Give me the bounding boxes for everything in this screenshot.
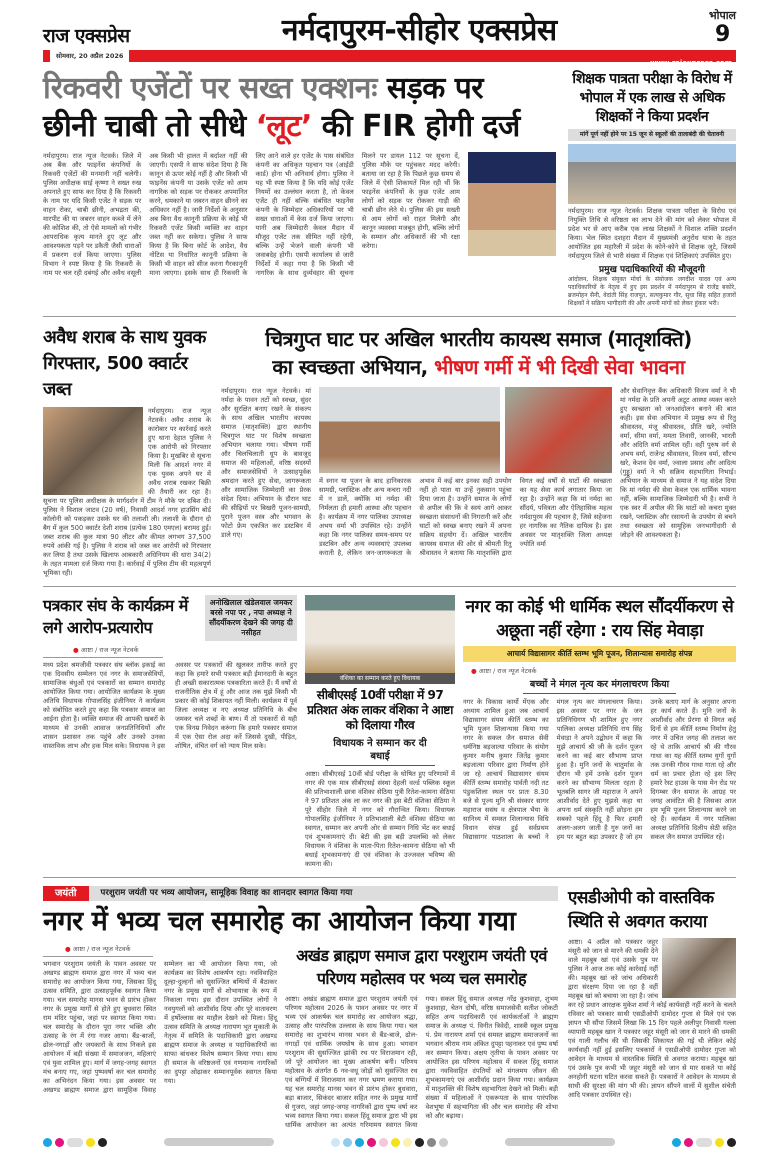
- divider: [43, 877, 736, 878]
- ghat-group-photo: [319, 387, 500, 473]
- issue-date: सोमवार, 20 अप्रैल 2026: [56, 52, 124, 61]
- journalist-body: मध्य प्रदेश श्रमजीवी पत्रकार संघ ब्लॉक इकाई का एक दिवसीय सम्मेलन एवं नगर के समाजसेवियों, सामाजिक बंधुओं एवं पत्रकारों का सम्मान समारोह आयोजित किया गया। आयोजित कार्यक्रम के मुख्य अतिथि विधायक गोपालसिंह इंजीनियर ने कार्यक्रम को संबोधित करते हुए कहा कि पत्रकार समाज का आईना होता है। व्यक्ति समाज की आपकी खबरों के माध्यम से उनकी आवाज जनप्रतिनिधियों और शासन प्रशासन तक पहुंचे और उनको उनका वास्तविक लाभ और हक मिल सके। विधायक ने इस अवसर पर पत्रकारों की खुलकर तारीफ करते हुए कहा कि हमारे सभी पत्रकार बड़ी ईमानदारी के बहुत ही अच्छी सकारात्मक पत्रकारिता करते हैं। मैं वर्षों से राजनीतिक क्षेत्र में हूं और आज तक मुझे किसी भी प्रकार की कोई शिकायत नहीं मिली। कार्यक्रम में पूर्व जिला अध्यक्ष व नए अध्यक्ष प्रतिनिधि के बीच जमकर चले शब्दों के बाण। मैं तो पत्रकारों से यही एक विनम्र निवेदन करूंगा कि हमारे पत्रकार समाज में एक ऐसा रोल अदा करें जिससे दुखी, पीड़ित, शोषित, वंचित वर्ग को न्याय मिल सके।: [43, 660, 297, 750]
- mewada-byline: ● आष्टा / राज न्यूज नेटवर्क: [471, 666, 537, 675]
- journalist-boxed-strap: अनोखिलाल खंडेलवाल जमकर बरसे नपा पर , नपा अध्यक्ष ने सौंदर्यीकरण देखने की जगह दी नसीहत: [205, 595, 297, 641]
- journalist-union-story: [43, 595, 297, 751]
- liquor-seizure-photo: [43, 407, 143, 495]
- teacher-strap: मांगें पूर्ण नहीं होने पर 15 जून से स्कूलों की तालाबंदी की चेतावनी: [568, 129, 736, 141]
- liquor-body: नर्मदापुरम। राज न्यूज नेटवर्क। अवैध शराब के कारोबार पर कार्रवाई करते हुए थाना देहात पुलिस ने एक आरोपी को गिरफ्तार किया है। मुखबिर से सूचना मिली कि आदर्श नगर में एक युवक अपने घर में अवैध शराब रखकर बिक्री की तैयारी कर रहा है। सूचना पर पुलिस अधीक्षक के मार्गदर्शन में टीम ने मौके पर दबिश दी। पुलिस ने विशाल जाटव (20 वर्ष), निवासी आदर्श नगर हाउसिंग बोर्ड कॉलोनी को पकड़कर उसके घर की तलाशी ली। तलाशी के दौरान दो बैग में कुल 500 क्वार्टर देशी शराब (प्रत्येक 180 एमएल) बरामद हुई। जब्त शराब की कुल मात्रा 90 लीटर और कीमत लगभग 37,500 रुपये आंकी गई है। पुलिस ने शराब को जब्त कर आरोपी को गिरफ्तार कर लिया है तथा उसके खिलाफ आबकारी अधिनियम की धारा 34(2) के तहत मामला दर्ज किया गया है। कार्रवाई में पुलिस टीम की महत्वपूर्ण भूमिका रही।: [43, 406, 211, 577]
- kayastha-headline: चित्रगुप्त घाट पर अखिल भारतीय कायस्थ समाज (मातृशक्ति) का स्वच्छता अभियान, भीषण गर्मी में भी दिखी सेवा भावना: [265, 326, 692, 379]
- jayanti-body: भगवान परशुराम जयंती के पावन अवसर पर अखण्ड ब्राह्मण समाज द्वारा नगर में भव्य चल समारोह का आयोजन किया गया, जिसका हिंदू उत्सव समिति, द्वारा उत्साहपूर्वक स्वागत किया गया। चल समारोह मानस भवन से प्रारंभ होकर नगर के प्रमुख मार्गों से होते हुए बुधवारा स्थित राम मंदिर पहुंचा, जहां पर स्वागत किया गया। चल समारोह के दौरान पूरा नगर भक्ति और उत्साह के रंग में रंगा नजर आया। बैंड-बाजों, ढोल-नगाड़ों और जयकारों के साथ निकले इस आयोजन में बड़ी संख्या में समाजजन, महिलाएं एवं युवा शामिल हुए। मार्ग में जगह-जगह स्वागत मंच बनाए गए, जहां पुष्पवर्षा कर चल समारोह का अभिनंदन किया गया। इस अवसर पर अखण्ड ब्राह्मण समाज द्वारा सामूहिक विवाह सम्मेलन का भी आयोजन किया गया, जो कार्यक्रम का विशेष आकर्षण रहा। नवविवाहित दूल्हा-दुल्हनों को सुसज्जित बग्घियों में बैठाकर नगर के प्रमुख मार्गों से शोभायात्रा के रूप में निकाला गया। इस दौरान उपस्थित लोगों ने नवयुगलों को आशीर्वाद दिया और पूरे वातावरण में हर्षोल्लास का माहौल देखने को मिला। हिंदू उत्सव समिति के अध्यक्ष नारायण भूत मुकाती के नेतृत्व में समिति के पदाधिकारी द्वारा अखण्ड ब्राह्मण समाज के अध्यक्ष व पदाधिकारियों का साफा बांधकर विशेष सम्मान किया गया। साथ ही समाज के वरिष्ठजनों एवं गणमान्य नागरिकों का दुपट्टा ओढ़ाकर सम्मानपूर्वक स्वागत किया गया।: [43, 959, 278, 1094]
- brahman-headline: अखंड ब्राह्मण समाज द्वारा परशुराम जयंती एवं परिणय महोत्सव पर भव्य चल समारोह: [296, 945, 547, 988]
- teacher-subhead: प्रमुख पदाधिकारियों की मौजूदगी: [599, 264, 705, 275]
- divider: [43, 316, 736, 317]
- sdop-headline: एसडीओपी को वास्तविक स्थिति से अवगत कराया: [568, 887, 714, 932]
- liquor-headline: अवैध शराब के साथ युवक गिरफ्तार, 500 क्वार्टर जब्त: [43, 326, 206, 400]
- red-bar: [129, 50, 736, 67]
- edition-info: [709, 8, 736, 48]
- mla-boxed-subhead: विधायक ने सम्मान कर दी बधाई: [325, 737, 435, 766]
- teacher-small: आंदोलन, शिक्षक संयुक्त मोर्चा के संयोजक जगदीश यादव एवं अन्य पदाधिकारियों के नेतृत्व में हुए इस प्रदर्शन में नर्मदापुरम से राजेंद्र बकोरे, ब्रजमोहन सैनी, वेदांती सिंह राजपूत, सत्यकुमार गौर, सुधा सिंह सहित हजारों शिक्षकों ने सक्रिय भागीदारी की और अपनी मांगों को लेकर हुंकार भरी।: [568, 275, 736, 307]
- journalist-headline: पत्रकार संघ के कार्यक्रम में लगे आरोप-प्रत्यारोप: [43, 595, 188, 637]
- city-label: भोपाल: [708, 9, 736, 22]
- lead-headline: रिकवरी एजेंटों पर सख्त एक्शनः सड़क पर छीनी चाबी तो सीधे ‘लूट’ की FIR होगी दर्ज: [43, 70, 520, 144]
- protest-rally-photo: [568, 144, 736, 204]
- kayastha-story: [221, 325, 736, 558]
- felicitation-photo: [305, 595, 455, 673]
- mewada-headline: नगर का कोई भी धार्मिक स्थल सौंदर्यीकरण से अछूता नहीं रहेगा : राय सिंह मेवाड़ा: [465, 596, 734, 641]
- ghat-cleaning-photo: [505, 387, 612, 473]
- lead-body: नर्मदापुरम। राज न्यूज नेटवर्क। जिले में अब बैंक और फाइनेंस कंपनियों के रिकवरी एजेंटों की मनमानी नहीं चलेगी। पुलिस अधीक्षक साई कृष्णा ने सख्त रुख अपनाते हुए साफ कर दिया है कि रिकवरी के नाम पर यदि किसी एजेंट ने सड़क पर वाहन रोका, चाबी छीनी, अभद्रता की, मारपीट की या जबरन वाहन कब्जे में लेने की कोशिश की, तो ऐसे मामलों को गंभीर आपराधिक कृत्य मानते हुए लूट और आवश्यकता पड़ने पर डकैती जैसी धाराओं में प्रकरण दर्ज किया जाएगा। पुलिस विभाग ने स्पष्ट किया है कि रिकवरी के नाम पर चल रही दबंगई और अवैध वसूली अब किसी भी हालत में बर्दाश्त नहीं की जाएगी। एसपी ने साफ संदेश दिया है कि कानून से ऊपर कोई नहीं है और किसी भी फाइनेंस कंपनी या उसके एजेंट को आम नागरिक को सड़क पर रोककर अपमानित करने, धमकाने या जबरन वाहन छीनने का अधिकार नहीं है। जारी निर्देशों के अनुसार अब बिना वैध कानूनी प्रक्रिया के कोई भी रिकवरी एजेंट किसी व्यक्ति का वाहन जब्त नहीं कर सकेगा। पुलिस ने साफ किया है कि बिना कोर्ट के आदेश, वैध नोटिस या निर्धारित कानूनी प्रक्रिया के किसी भी वाहन को सीज करना गैरकानूनी माना जाएगा। इसके साथ ही रिकवरी के लिए आने वाले हर एजेंट के पास संबंधित कंपनी का अधिकृत पहचान पत्र (आईडी कार्ड) होना भी अनिवार्य होगा। पुलिस ने यह भी स्पष्ट किया है कि यदि कोई एजेंट नियमों का उल्लंघन करता है, तो केवल एजेंट ही नहीं बल्कि संबंधित फाइनेंस कंपनी के जिम्मेदार अधिकारियों पर भी सख्त धाराओं में केस दर्ज किया जाएगा। यानी अब जिम्मेदारी केवल मैदान में मौजूद एजेंट तक सीमित नहीं रहेगी, बल्कि उन्हें भेजने वाली कंपनी भी जवाबदेह होगी। एसपी कार्यालय से जारी निर्देशों में कहा गया है कि किसी भी नागरिक के साथ दुर्व्यवहार की सूचना मिलने पर डायल 112 पर सूचना दें, पुलिस मौके पर पहुंचकर मदद करेगी। बताया जा रहा है कि पिछले कुछ समय से जिले में ऐसी शिकायतें मिल रही थीं कि फाइनेंस कंपनियों के कुछ एजेंट आम लोगों को सड़क पर रोककर गाड़ी की चाबी छीन लेते थे। पुलिस की इस सख्ती से आम लोगों को राहत मिलेगी और कानून व्यवस्था मजबूत होगी, बल्कि लोगों के सम्मान और अधिकारों की भी रक्षा करेगा।: [43, 151, 460, 277]
- dance-subhead: बच्चों ने मंगल नृत्य कर मंगलाचरण किया: [523, 679, 676, 694]
- teacher-protest-story: [568, 70, 736, 308]
- red-bar-left: [43, 50, 50, 62]
- lead-story: [43, 70, 556, 278]
- journalist-byline: ● आष्टा / राज न्यूज नेटवर्क: [73, 645, 139, 654]
- jayanti-story: [43, 944, 277, 1095]
- jayanti-headline: नगर में भव्य चल समारोह का आयोजन किया गया: [43, 905, 516, 937]
- edition-title: नर्मदापुरम-सीहोर एक्सप्रेस: [281, 13, 557, 49]
- brand-logo: राज एक्सप्रेस: [43, 25, 130, 48]
- police-officer-photo: [468, 152, 556, 256]
- website-link[interactable]: www.rajexpress.com: [650, 58, 732, 67]
- mewada-story: [463, 595, 736, 842]
- page-number: 9: [715, 22, 730, 47]
- cbse-story: [305, 595, 455, 869]
- print-registration-marks: [43, 1138, 736, 1147]
- teacher-headline: शिक्षक पात्रता परीक्षा के विरोध में भोपाल में एक लाख से अधिक शिक्षकों ने किया प्रदर्शन: [572, 70, 732, 125]
- brahman-story: [285, 944, 558, 1130]
- memorandum-photo: [662, 938, 736, 998]
- liquor-story: [43, 325, 211, 578]
- divider: [43, 657, 163, 658]
- jayanti-strap: परशुराम जयंती पर भव्य आयोजन, सामूहिक विवाह का शानदार स्वागत किया गया: [100, 887, 353, 898]
- teacher-body: नर्मदापुरम। राज न्यूज नेटवर्क। शिक्षक पात्रता परीक्षा के विरोध एवं नियुक्ति तिथि से वरिष्ठता का लाभ देने की मांग को लेकर भोपाल में प्रदेश भर से आए करीब एक लाख शिक्षकों ने विशाल शक्ति प्रदर्शन किया। भेल स्थित दशहरा मैदान में मुख्यमंत्री अनुरोध यात्रा के तहत आयोजित इस महारैली में प्रदेश के कोने-कोने से शिक्षक जुटे, जिसमें नर्मदापुरम जिले से भारी संख्या में शिक्षक एवं शिक्षिकाएं उपस्थित हुए।: [568, 206, 736, 260]
- cbse-body: आष्टा। सीबीएसई 10वीं बोर्ड परीक्षा के घोषित हुए परिणामों में नगर की एक मात्र सीबीएसई संस्था देहली वर्ल्ड पब्लिक स्कूल की प्रतिभाशाली छात्रा वंशिका सेठिया पुत्री रितेश-कामना सेठिया ने 97 प्रतिशत अंक ला कर नगर की इस बेटी वंशिका सेठिया ने पूरे सीहोर जिले में नगर को गौरान्वित किया। विधायक गोपालसिंह इंजीनियर ने प्रतिभाशाली बेटी वंशिका सेठिया का स्वागत, सम्मान कर अपनी ओर से सम्मान निधि भेंट कर बधाई एवं शुभकामनाएं दी। बेटी की इस बड़ी उपलब्धि को लेकर विधायक ने वंशिका के माता-पिता रितेश-कामना सेठिया को भी बधाई शुभकामनाएं दी एवं वंशिका के उज्जवल भविष्य की कामना की।: [305, 769, 455, 868]
- mewada-strap: आचार्य विद्यासागर कीर्ति स्तम्भ भूमि पूजन, शिलान्यास समारोह संपन्न: [463, 646, 736, 662]
- divider: [43, 586, 736, 587]
- kayastha-body-left: नर्मदापुरम। राज न्यूज नेटवर्क। मां नर्मदा के पावन तटों को स्वच्छ, सुंदर और सुरक्षित बनाए रखने के संकल्प के साथ अखिल भारतीय कायस्थ समाज (मातृशक्ति) द्वारा स्थानीय चित्रगुप्त घाट पर विशेष स्वच्छता अभियान चलाया गया। भीषण गर्मी और चिलचिलाती धूप के बावजूद समाज की महिलाओं, वरिष्ठ सदस्यों और समाजसेवियों ने उत्साहपूर्वक श्रमदान करते हुए सेवा, जागरूकता और सामाजिक जिम्मेदारी का प्रेरक संदेश दिया। अभियान के दौरान घाट की सीढ़ियों पर बिखरी पूजन-सामग्री, पुराने पूजन वस्त्र और भगवान के फोटो फ्रेम एकत्रित कर डस्टबिन में डाले गए।: [221, 386, 311, 539]
- cbse-headline: सीबीएसई 10वीं परीक्षा में 97 प्रतिशत अंक लाकर वंशिका ने आष्टा को दिलाया गौरव: [307, 687, 453, 732]
- sdop-story: [568, 886, 736, 1100]
- jayanti-tag: जयंती: [43, 886, 89, 901]
- kayastha-body-mid: में स्नान या पूजन के बाद हानिकारक सामग्री, प्लास्टिक और अन्य कचरा नदी में न डालें, क्योंकि मां नर्मदा की निर्मलता ही हमारी आस्था और पहचान है। कार्यक्रम में नगर पालिका उपाध्यक्ष अभय वर्मा भी उपस्थित रहे। उन्होंने कहा कि नगर पालिका समय-समय पर डस्टबिन और अन्य व्यवस्थाएं उपलब्ध कराती है, लेकिन जन-जागरूकता के अभाव में कई बार इनका सही उपयोग नहीं हो पाता या उन्हें नुकसान पहुंचा दिया जाता है। उन्होंने समाज के लोगों से अपील की कि वे स्वयं आगे आकर स्वच्छता संसाधनों की निगरानी करें और घाटों को स्वच्छ बनाए रखने में अपना सक्रिय सहयोग दें। अखिल भारतीय कायस्थ समाज की ओर से श्रीमती रितु श्रीवास्तव ने बताया कि मातृशक्ति द्वारा विगत कई वर्षों से घाटों की स्वच्छता का यह सेवा कार्य लगातार किया जा रहा है। उन्होंने कहा कि मां नर्मदा का सौंदर्य, पवित्रता और ऐतिहासिक महत्व नर्मदापुरम की पहचान है, जिसे सहेजना हर नागरिक का नैतिक दायित्व है। इस अवसर पर मातृशक्ति जिला अध्यक्ष ज्योति वर्मा: [319, 476, 612, 557]
- masthead: [43, 8, 736, 67]
- kayastha-body-right: और सेवानिवृत्त बैंक अधिकारी विजय वर्मा ने भी मां नर्मदा के प्रति अपनी अटूट आस्था व्यक्त करते हुए स्वच्छता को जनआंदोलन बनाने की बात कही। इस सेवा अभियान में प्रमुख रूप से रितु श्रीवास्तव, मंजू श्रीवास्तव, प्रीति खरे, ज्योति वर्मा, सीमा वर्मा, ममता तिवारी, जानकी, भारती और अदिति वर्मा शामिल रहीं। वहीं पुरुष वर्ग से अभय वर्मा, राजेन्द्र श्रीवास्तव, विजय वर्मा, सौरभ खरे, केशव देव वर्मा, ज्वाला प्रसाद और आदित्य (गुड्डू) वर्मा ने भी सक्रिय सहभागिता निभाई। अभियान के माध्यम से समाज ने यह संदेश दिया कि मां नर्मदा की सेवा केवल एक धार्मिक भावना नहीं, बल्कि सामाजिक जिम्मेदारी भी है। सभी ने एक स्वर में अपील की कि घाटों को कचरा मुक्त रखने, प्लास्टिक और रसायनों के उपयोग से बचने तथा स्वच्छता को सामूहिक जनभागीदारी से जोड़ने की आवश्यकता है।: [620, 386, 736, 539]
- divider: [43, 956, 153, 957]
- mewada-body: नगर के विकास कार्यो मेंएक और अध्याय शामिल हुआ जब आचार्य विद्यासागर संयम कीर्ति स्तम्भ का भूमि पूजन शिलान्यास किया गया नगर के सकल जैन समाज सेवी धर्मनिष्ठ बड़जात्या परिवार के संयोग कुमार मनीष कुमार जितेंद्र कुमार बड़जात्या परिवार द्वारा निर्माण होने जा रहे आचार्य विद्यासागर संयम कीर्ति स्तम्भ समारोह पार्वती नदी तट पंडुकशिला स्थल पर प्रातः 8.30 बजे से पूज्य मुनि श्री संस्कार सागर महाराज ससंघ व क्षेत्रपाल भैया के सानिध्य में समस्त शिलान्यास विधि विधान संपन्न हुई सर्वप्रथम विद्यासागर पाठशाला के बच्चों ने मंगल नृत्य कर मंगलाचरण किया। इस अवसर पर नगर के जन प्रतिनिधिगण भी शामिल हुए नगर पालिका अध्यक्ष प्रतिनिधि राय सिंह मेवाड़ा ने अपने उद्बोधन में कहा कि मुझे आचार्य श्री जी के दर्शन पूजन करने का कई बार सौभाग्य प्राप्त हुआ है। मुनि जनों के चातुर्मास के दौरान भी हमें उनके दर्शन पूजन करने का सौभाग्य मिलता रहता है भूतबलि सागर जी महाराज ने अपने आशीर्वाद देते हुए मुझसे कहा था अपना धर्म संस्कृति नहीं छोड़ना हम सबको पहले हिंदू है फिर हमारी अलग-अलग जाती है गुरु जनों का हम पर बहुत बड़ा उपकार है जो हम उनके बताए मार्ग के अनुसार अपना हर कार्य करते हैं। मुनि जनों के आशीर्वाद और प्रेरणा से विगत कई दिनों से हम कीर्ति स्तम्भ निर्माण हेतु नगर में उचित जगह की तलाश कर रहे थे ताकि आचार्य श्री की गौरव गाथा का यह कीर्ति स्तम्भ युगों युगों तक उनकी गौरव गाथा गाता रहे और धर्म का प्रचार होता रहे इस लिए हमारे रेस्ट हाउस के पास मेन रोड पर दिगम्बर जैन समाज के आग्रह पर जगह आवंटित की है जिसका आज हम भूमि पूजन शिलान्यास करने जा रहे हैं। कार्यक्रम में नगर पालिका अध्यक्ष प्रतिनिधि दिलीप सेठी सहित सकल जैन समाज उपस्थित रहे।: [463, 697, 736, 841]
- jayanti-byline: ● आष्टा / राज न्यूज नेटवर्क: [65, 944, 131, 953]
- photo-caption: वंशिका का सम्मान करते हुए विधायक: [305, 673, 455, 684]
- sdop-body: आष्टा। 4 अप्रैल को पत्रकार जहूर मंसूरी को जान से मारने की धमकी देने वाले महबूब खां एवं उसके पुत्र पर पुलिस ने आज तक कोई कार्रवाई नहीं की। महबूब खां को जांच अधिकारी द्वारा संरक्षण दिया जा रहा है वहीं महबूब खां को बचाया जा रहा है। जांच कर रहे प्रधान आरक्षक मुकेश शर्मा ने कोई कार्यवाही नहीं करने के चलते रविवार को पत्रकार साथी एसडीओपी दामोदर गुप्ता से मिले एवं एक ज्ञापन भी सौंपा जिसमें लिखा कि 15 दिन पहले अलीपुर निवासी गल्ला व्यापारी महबूब खान ने पत्रकार जहूर मंसूरी को जान से मारने की धमकी एवं गाली गलौच की थी जिसकी शिकायत की गई थी लेकिन कोई कार्यवाही नहीं हुई इसलिए पत्रकारों ने एसडीओपी दामोदर गुप्ता को आवेदन के माध्यम से वास्तविक स्थिति से अवगत कराया। महबूब खां एवं उसके पुत्र कभी भी जहूर मंसूरी को जान से मार सकते या कोई अनहोनी घटना घटित करवा सकते हैं। पत्रकारों ने आवेदन के माध्यम से साथी की सुरक्षा की मांग भी की। ज्ञापन सौंपने वालों में सुशील संचेती आदि पत्रकार उपस्थित रहे।: [568, 937, 736, 1099]
- brahman-body: आष्टा। अखंड ब्राह्मण समाज द्वारा परशुराम जयंती एवं परिणय महोत्सव 2026 के पावन अवसर पर नगर में भव्य एवं आकर्षक चल समारोह का आयोजन श्रद्धा, उत्साह और पारंपरिक उल्लास के साथ किया गया। चल समारोह का शुभारंभ मानस भवन से बैंड-बाजे, ढोल-नगाड़ों एवं धार्मिक जयघोष के साथ हुआ। भगवान परशुराम की सुसज्जित झांकी रथ पर विराजमान रही, जो पूरे आयोजन का मुख्य आकर्षण बनी। परिणय महोत्सव के अंतर्गत 6 नव-वधू जोड़ों को सुसज्जित रथ एवं बग्गियों में विराजमान कर नगर भ्रमण कराया गया। यह चल समारोह मानस भवन से प्रारंभ होकर बुधवारा, बड़ा बाजार, सिकंदर बाजार सहित नगर के प्रमुख मार्गों से गुजरा, जहां जगह-जगह नागरिकों द्वारा पुष्प वर्षा कर भव्य स्वागत किया गया। सकल हिंदू समाज द्वारा भी इस धार्मिक आयोजन का अत्यंत गरिमामय स्वागत किया गया। सकल हिंदू समाज अध्यक्ष नरेंद्र कुशवाहा, शुभम कुशवाहा, चेतन दोषी, वरिष्ठ समाजसेवी सतीश जोकटी सहित अन्य पदाधिकारी एवं कार्यकर्ताओं ने ब्राह्मण समाज के अध्यक्ष पं. विनीत त्रिवेदी, शास्त्री स्कूल प्रमुख पं. प्रेम नारायण शर्मा एवं समस्त ब्राह्मण समाजजनों का भगवान श्रीराम नाम अंकित दुपट्टा पहनाकर एवं पुष्प वर्षा कर सम्मान किया। अक्षय तृतीया के पावन अवसर पर आयोजित इस परिणय महोत्सव में सकल हिंदू समाज द्वारा नवविवाहित दंपतियों को मंगलमय जीवन की शुभकामनाएं एवं आशीर्वाद प्रदान किया गया। कार्यक्रम में मातृशक्ति की विशेष सहभागिता देखने को मिली। बड़ी संख्या में महिलाओं ने एकरूपता के साथ पारंपरिक वेशभूषा में सहभागिता की और चल समारोह की शोभा को और बढ़ाया।: [285, 994, 558, 1129]
- jayanti-strap-bar: [43, 886, 558, 901]
